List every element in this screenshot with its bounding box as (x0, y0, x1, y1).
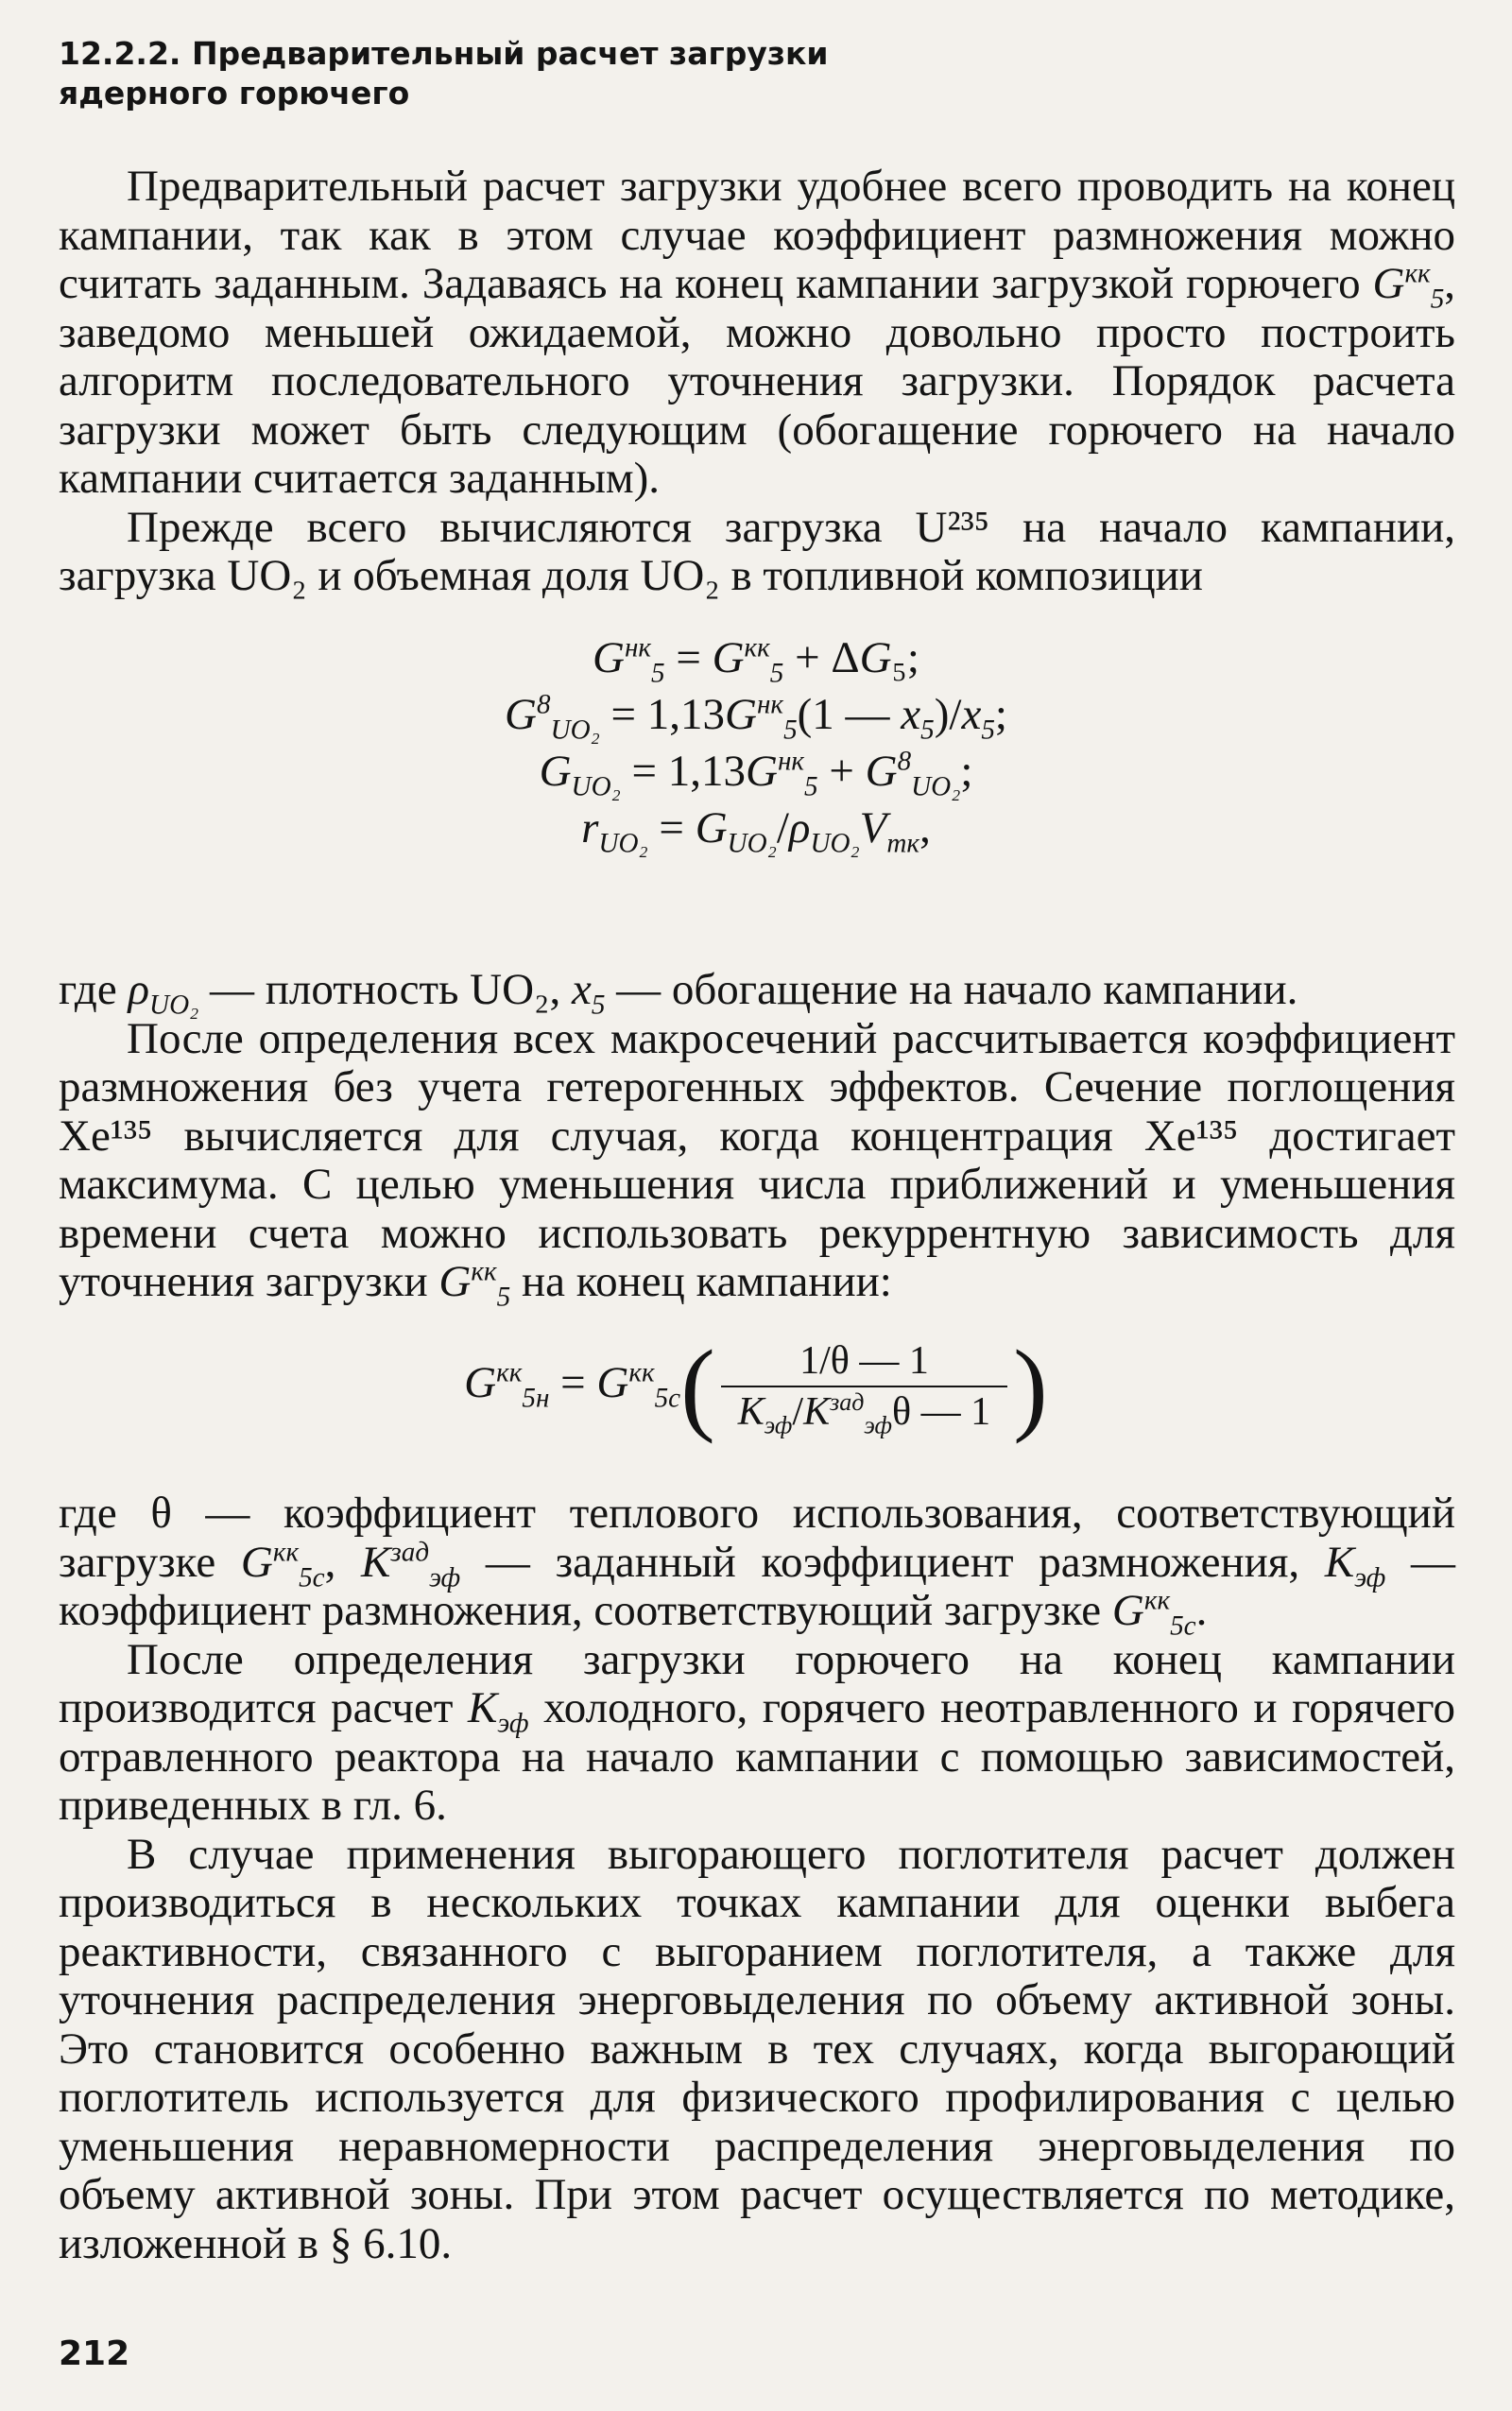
paragraph-1: Предварительный расчет загрузки удобнее всего проводить на конец кампании, так как в этом случае коэффициент размножения можно считать заданным. Задаваясь на конец кампании загрузкой горючего $G^{кк}_5$, заведомо меньшей ожидаемой, можно довольно просто построить алгоритм последовательного уточнения загрузки. Порядок расчета загрузки может быть следующим (обогащение горючего на начало кампании считается заданным). (59, 162, 1455, 503)
formula-5: $G^{кк}_{5н} = G^{кк}_{5с}$( $\frac{1/\theta — 1}{K_{эф}/K^{зад}_{эф}\theta — 1}$ ) (464, 1329, 1048, 1444)
paragraph-6: После определения загрузки горючего на конец кампании производится расчет $K_{эф}$ холодного, горячего неотравленного и горячего отравленного реактора на начало кампании с помощью зависимостей, приведенных в гл. 6. (59, 1634, 1455, 1830)
formula-block-loading (0, 629, 1512, 859)
fraction: $\frac{1/\theta — 1}{K_{эф}/K^{зад}_{эф}\theta — 1}$ (721, 1336, 1007, 1437)
paragraph-3: где $\rho_{UO_2}$ — плотность UO₂, $x_5$ — обогащение на начало кампании. (59, 965, 1298, 1021)
formula-3: $G_{UO_2} = 1,13G^{нк}_5 + G^8_{UO_2}$; (539, 746, 973, 802)
page-number: 212 (59, 2334, 130, 2373)
paragraph-7: В случае применения выгорающего поглотителя расчет должен производиться в нескольких точках кампании для оценки выбега реактивности, связанного с выгоранием поглотителя, а также для уточнения распределения энерговыделения по объему активной зоны. Это становится особенно важным в тех случаях, когда выгорающий поглотитель используется для физического профилирования с целью уменьшения неравномерности распределения энерговыделения по объему активной зоны. При этом расчет осуществляется по методике, изложенной в § 6.10. (59, 1829, 1455, 2268)
paragraph-5: где θ — коэффициент теплового использования, соответствующий загрузке $G^{кк}_{5с}$, $K^{зад}_{эф}$ — заданный коэффициент размножения, $K_{эф}$ — коэффициент размножения, соответствующий загрузке $G^{кк}_{5с}$. (59, 1489, 1456, 1642)
formula-4: $r_{UO_2} = G_{UO_2}/\rho_{UO_2}V_{тк}$, (581, 803, 931, 859)
formula-2: $G^8_{UO_2} = 1,13G^{нк}_5(1$ — $x_5)/x_5$; (505, 689, 1007, 746)
paragraph-4: После определения всех макросечений рассчитывается коэффициент размножения без учета гетерогенных эффектов. Сечение поглощения Xe¹³⁵ вычисляется для случая, когда концентрация Xe¹³⁵ достигает максимума. С целью уменьшения числа приближений и уменьшения времени счета можно использовать рекуррентную зависимость для уточнения загрузки $G^{кк}_5$ на конец кампании: (59, 1013, 1455, 1313)
symbol-g5kk: $G^{кк}_5$ (1372, 258, 1445, 315)
section-heading (59, 34, 1004, 113)
paragraph-2: Прежде всего вычисляются загрузка U²³⁵ на начало кампании, загрузка UO₂ и объемная доля UO₂ в топливной композиции (59, 502, 1455, 600)
heading-line-1: 12.2.2. Предварительный расчет загрузки (59, 35, 829, 72)
heading-line-2: ядерного горючего (59, 75, 410, 112)
formula-block-recurrence (0, 1329, 1512, 1444)
text-block-3 (59, 1490, 1455, 2268)
text-block-2 (59, 965, 1455, 1313)
text-block-1 (59, 163, 1455, 601)
formula-1: $G^{нк}_5 = G^{кк}_5 + \Delta G_5$; (592, 632, 919, 689)
